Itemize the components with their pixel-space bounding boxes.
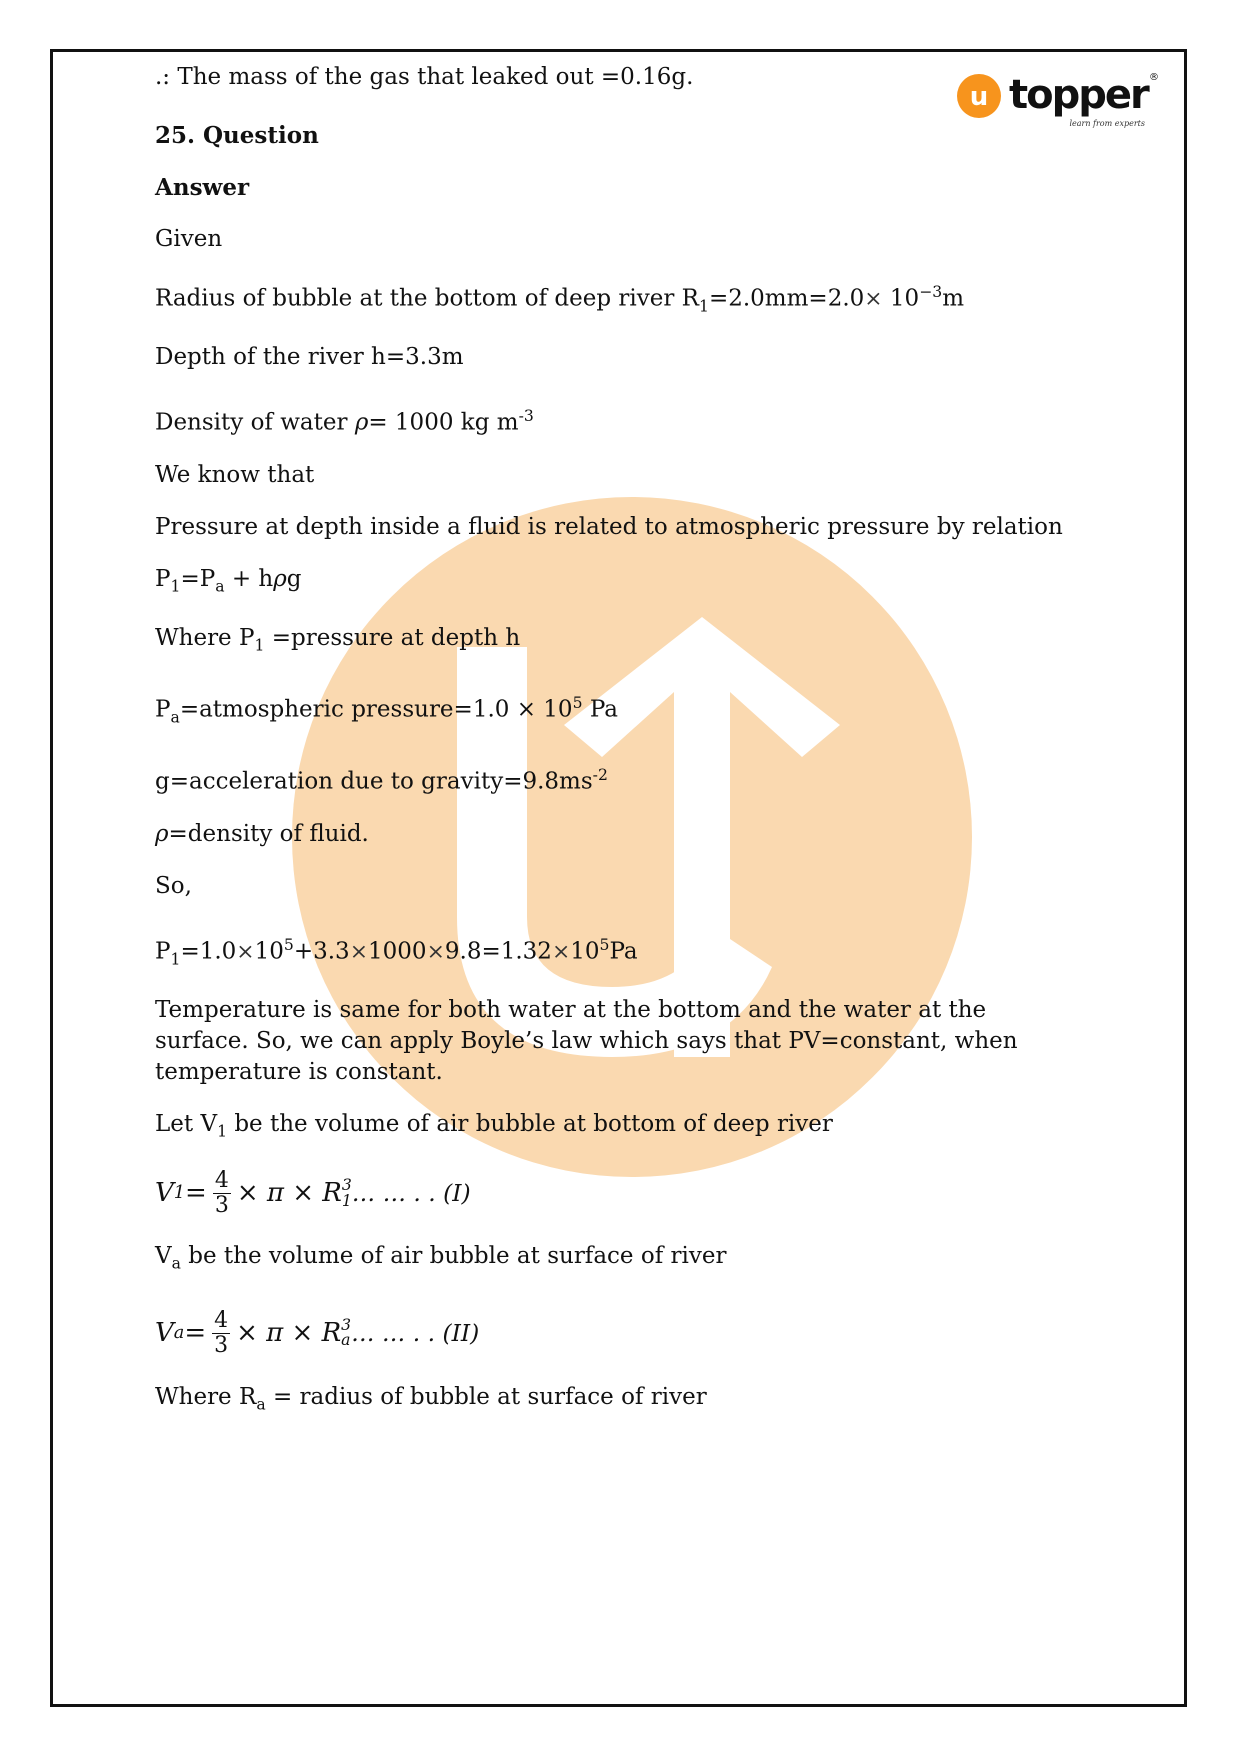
gravity-line: g=acceleration due to $gravity=9.8ms^{-2}$ xyxy=(155,765,608,795)
logo-registered: ® xyxy=(1149,72,1159,83)
equation-2: V a = $\frac{4}{3}$ × π × R 3 a … … . . (II) xyxy=(155,1307,480,1358)
where-ra-line: Where $R_a$ = radius of bubble at surface of river xyxy=(155,1384,707,1415)
fraction-4-3: $\frac{4}{3}$ xyxy=(214,1168,229,1219)
svg-text:u: u xyxy=(969,82,989,112)
p1-equation: $P_1=P_a + h\rho g$ xyxy=(155,565,302,596)
temperature-paragraph: Temperature is same for both water at the bottom and the water at the surface. So, we can apply Boyle’s law which says that PV=constant, when temperature is constant. xyxy=(155,997,1018,1086)
logo-tagline: learn from experts xyxy=(1069,119,1145,128)
p1-calculation: $P_1=1.0\times 10^5+3.3\times 1000\times 9.8=1.32\times 10^5Pa$ xyxy=(155,935,638,969)
pa-line: $P_a=atmospheric$ pressure=1.0 × $10^5$ Pa xyxy=(155,693,618,727)
answer-heading: Answer xyxy=(155,174,250,201)
depth-line: Depth of the river h=3.3m xyxy=(155,344,464,371)
pressure-relation-line: Pressure at depth inside a fluid is related to atmospheric pressure by relation xyxy=(155,513,1063,540)
fraction-4-3-b: $\frac{4}{3}$ xyxy=(214,1307,229,1358)
given-line: Given xyxy=(155,226,223,252)
equation-1: V 1 = $\frac{4}{3}$ × π × R 3 1 … … . . (I) xyxy=(155,1168,471,1219)
density-line: Density of water ρ= 1000 kg $m^{-3}$ xyxy=(155,406,534,436)
va-line: $V_a$ be the volume of air bubble at surface of river xyxy=(155,1242,727,1273)
mass-leak-line: .: The mass of the gas that leaked out =0.16g. xyxy=(155,64,694,90)
rho-line: ρ=density of fluid. xyxy=(155,821,369,847)
know-line: We know that xyxy=(155,461,315,488)
where-p1-line: Where $P_1$ =pressure at depth h xyxy=(155,624,521,655)
logo-brand: topper xyxy=(1009,72,1148,118)
radius-line: Radius of bubble at the bottom of deep river $R_1=2.0mm=2.0\times 10^{-3}m$ xyxy=(155,282,965,316)
question-heading: 25. Question xyxy=(155,122,319,149)
so-line: So, xyxy=(155,873,192,899)
let-v1-line: Let $V_1$ be the volume of air bubble at bottom of deep river xyxy=(155,1111,833,1141)
document-body xyxy=(155,62,1085,1420)
